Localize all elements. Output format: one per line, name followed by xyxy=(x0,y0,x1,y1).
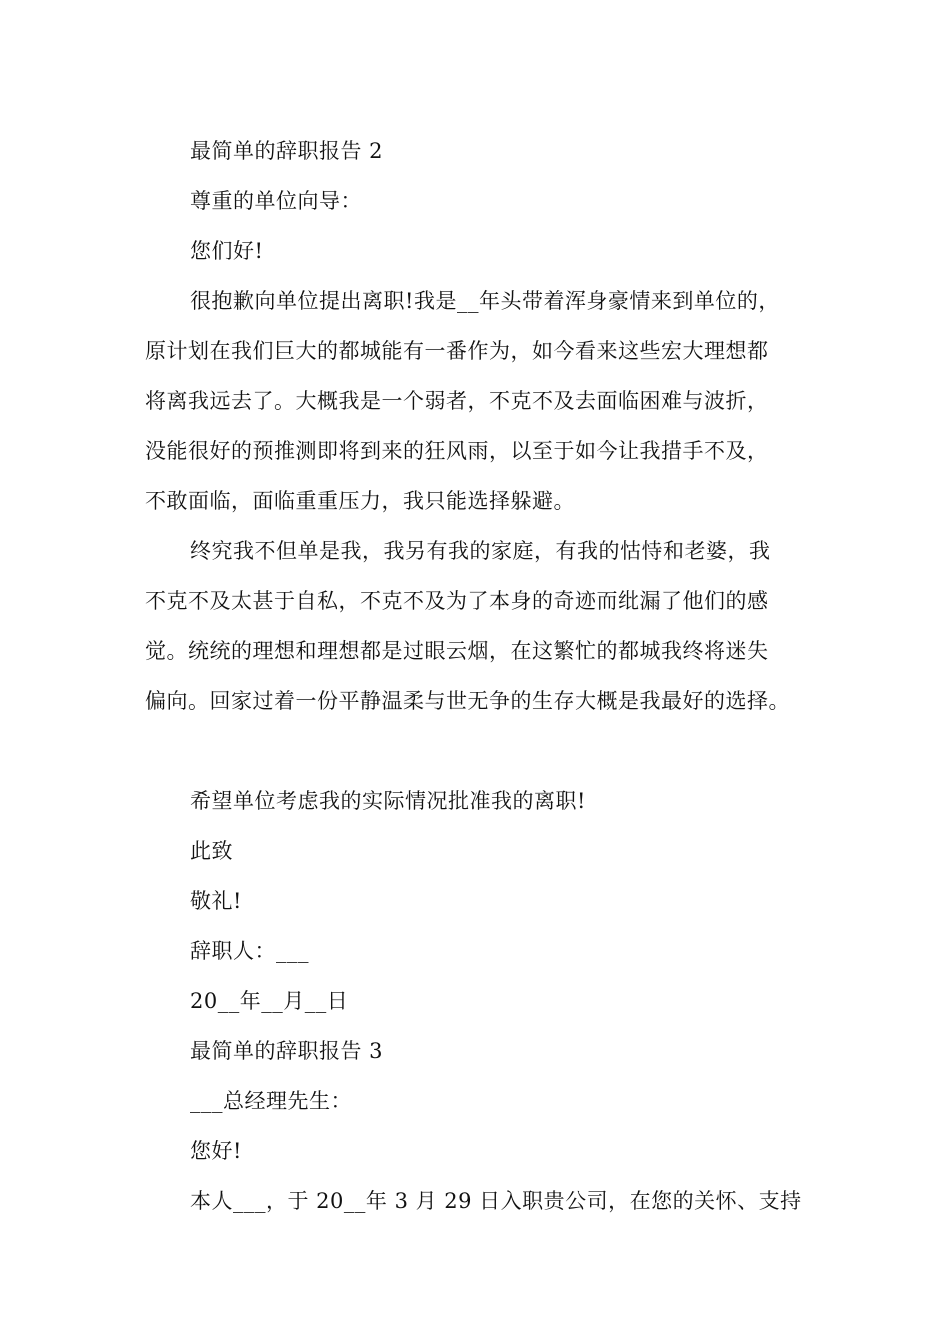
signer-line: 辞职人：___ xyxy=(190,939,309,963)
section2-salutation: 尊重的单位向导： xyxy=(190,189,362,213)
closing-regards: 此致 xyxy=(190,839,233,863)
paragraph-line: 很抱歉向单位提出离职!我是__年头带着浑身豪情来到单位的， xyxy=(190,289,780,313)
resignation-request: 希望单位考虑我的实际情况批准我的离职! xyxy=(190,789,586,813)
closing-salute: 敬礼! xyxy=(190,889,242,913)
paragraph-line: 不克不及太甚于自私，不克不及为了本身的奇迹而纰漏了他们的感 xyxy=(145,589,769,613)
paragraph-line: 将离我远去了。大概我是一个弱者，不克不及去面临困难与波折， xyxy=(145,389,769,413)
paragraph-line: 没能很好的预推测即将到来的狂风雨，以至于如今让我措手不及， xyxy=(145,439,769,463)
section2-greeting: 您们好! xyxy=(190,239,264,263)
section3-salutation: ___总经理先生： xyxy=(190,1089,352,1113)
paragraph-line: 觉。统统的理想和理想都是过眼云烟，在这繁忙的都城我终将迷失 xyxy=(145,639,769,663)
paragraph-line: 终究我不但单是我，我另有我的家庭，有我的怙恃和老婆，我 xyxy=(190,539,771,563)
section2-title: 最简单的辞职报告 2 xyxy=(190,139,384,163)
date-line: 20__年__月__日 xyxy=(190,989,349,1013)
section3-greeting: 您好! xyxy=(190,1139,242,1163)
paragraph-line: 本人___，于 20__年 3 月 29 日入职贵公司，在您的关怀、支持 xyxy=(190,1189,802,1213)
paragraph-line: 偏向。回家过着一份平静温柔与世无争的生存大概是我最好的选择。 xyxy=(145,689,790,713)
paragraph-line: 原计划在我们巨大的都城能有一番作为，如今看来这些宏大理想都 xyxy=(145,339,769,363)
section3-title: 最简单的辞职报告 3 xyxy=(190,1039,384,1063)
paragraph-line: 不敢面临，面临重重压力，我只能选择躲避。 xyxy=(145,489,575,513)
